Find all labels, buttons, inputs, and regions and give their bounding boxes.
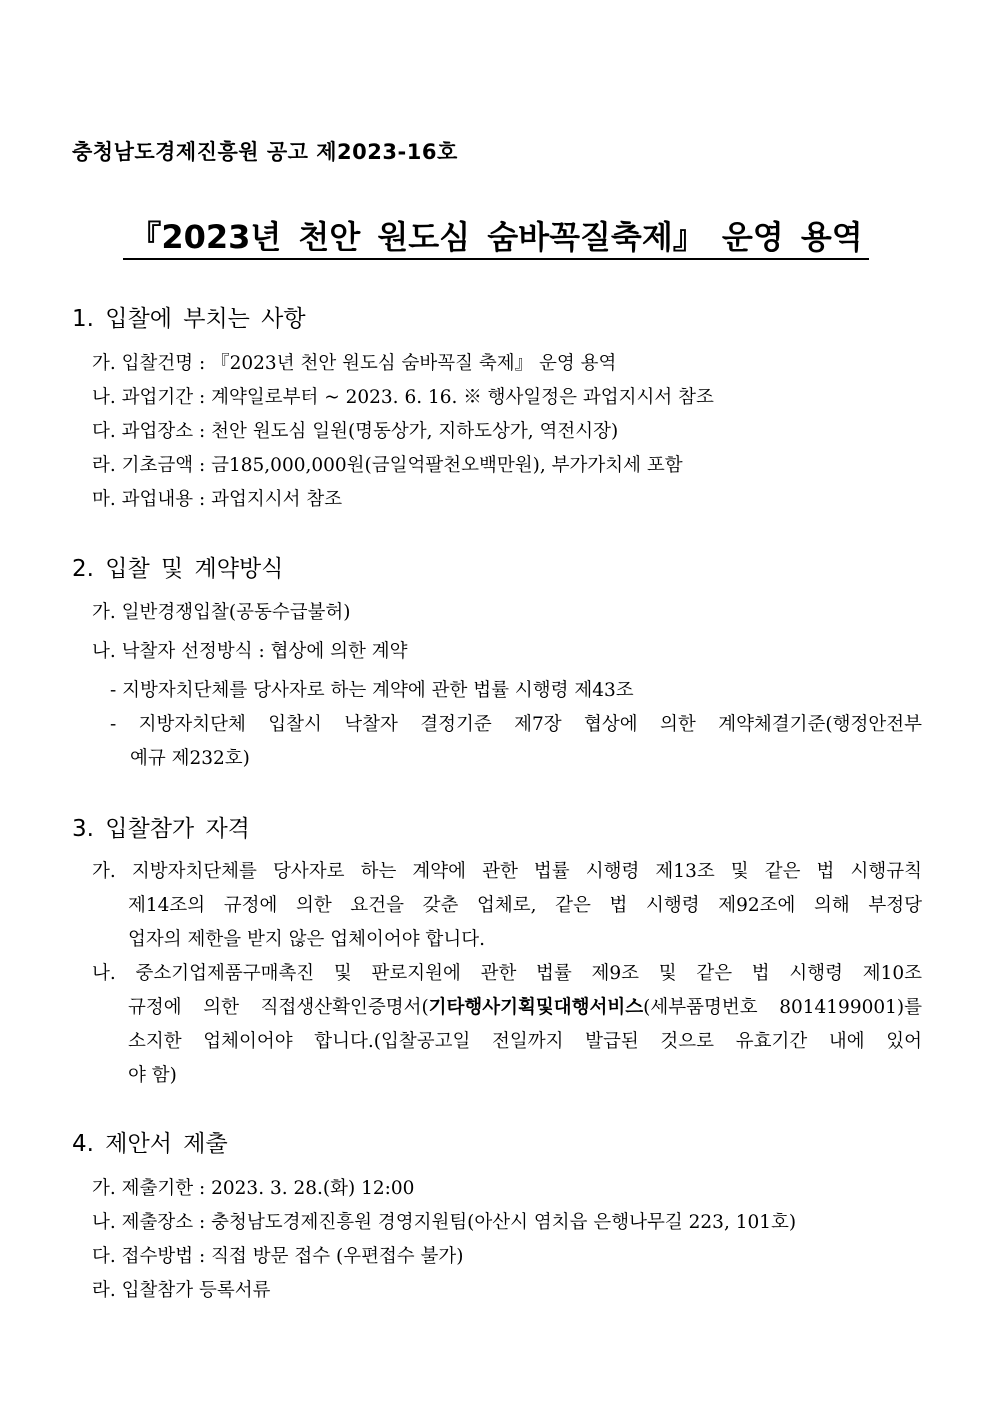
section-3-item-1-cont-2: 업자의 제한을 받지 않은 업체이어야 합니다. bbox=[128, 929, 485, 950]
section-3-item-1-cont-1: 제14조의 규정에 의한 요건을 갖춘 업체로, 같은 법 시행령 제92조에 의해 부정당 bbox=[128, 895, 922, 916]
section-4-item-1: 가. 제출기한 : 2023. 3. 28.(화) 12:00 bbox=[92, 1178, 415, 1199]
section-4-item-2: 나. 제출장소 : 충청남도경제진흥원 경영지원팀(아산시 염치읍 은행나무길 223, 101호) bbox=[92, 1212, 797, 1233]
section-3-item-2-cont-3: 야 함) bbox=[128, 1065, 177, 1086]
section-2-item-1: 가. 일반경쟁입찰(공동수급불허) bbox=[92, 602, 351, 623]
section-1-item-5: 마. 과업내용 : 과업지시서 참조 bbox=[92, 489, 343, 510]
section-3-item-2-cont-1-a: 규정에 의한 직접생산확인증명서( bbox=[128, 997, 429, 1018]
section-2-item-2: 나. 낙찰자 선정방식 : 협상에 의한 계약 bbox=[92, 641, 408, 662]
section-1-heading: 1. 입찰에 부치는 사항 bbox=[72, 306, 306, 332]
section-2-subitem-2-cont: 예규 제232호) bbox=[130, 748, 250, 769]
section-3-item-2: 나. 중소기업제품구매촉진 및 판로지원에 관한 법률 제9조 및 같은 법 시행령 제10조 bbox=[92, 963, 922, 984]
section-2-subitem-1: - 지방자치단체를 당사자로 하는 계약에 관한 법률 시행령 제43조 bbox=[110, 680, 634, 701]
section-3-heading: 3. 입찰참가 자격 bbox=[72, 816, 250, 842]
section-1-item-3: 다. 과업장소 : 천안 원도심 일원(명동상가, 지하도상가, 역전시장) bbox=[92, 421, 619, 442]
section-1-item-1: 가. 입찰건명 : 『2023년 천안 원도심 숨바꼭질 축제』 운영 용역 bbox=[92, 353, 617, 374]
section-4-item-3: 다. 접수방법 : 직접 방문 접수 (우편접수 불가) bbox=[92, 1246, 464, 1267]
notice-number: 충청남도경제진흥원 공고 제2023-16호 bbox=[72, 140, 458, 164]
section-4-heading: 4. 제안서 제출 bbox=[72, 1131, 228, 1157]
document-title-text: 『2023년 천안 원도심 숨바꼭질축제』 운영 용역 bbox=[123, 218, 868, 260]
section-2-heading: 2. 입찰 및 계약방식 bbox=[72, 556, 284, 582]
section-3-item-2-cont-2: 소지한 업체이어야 합니다.(입찰공고일 전일까지 발급된 것으로 유효기간 내에 있어 bbox=[128, 1031, 922, 1052]
section-1-item-4: 라. 기초금액 : 금185,000,000원(금일억팔천오백만원), 부가가치세 포함 bbox=[92, 455, 683, 476]
section-2-subitem-2: - 지방자치단체 입찰시 낙찰자 결정기준 제7장 협상에 의한 계약체결기준(행정안전부 bbox=[110, 714, 922, 735]
service-category-bold: 기타행사기획및대행서비스 bbox=[428, 997, 644, 1018]
section-3-item-1: 가. 지방자치단체를 당사자로 하는 계약에 관한 법률 시행령 제13조 및 같은 법 시행규칙 bbox=[92, 861, 922, 882]
document-title bbox=[0, 212, 992, 258]
section-3-item-2-cont-1-b: (세부품명번호 8014199001)를 bbox=[643, 997, 922, 1018]
section-3-item-2-cont-1 bbox=[128, 993, 922, 1019]
section-4-item-4: 라. 입찰참가 등록서류 bbox=[92, 1280, 271, 1301]
section-1-item-2: 나. 과업기간 : 계약일로부터 ~ 2023. 6. 16. ※ 행사일정은 과업지시서 참조 bbox=[92, 387, 714, 408]
